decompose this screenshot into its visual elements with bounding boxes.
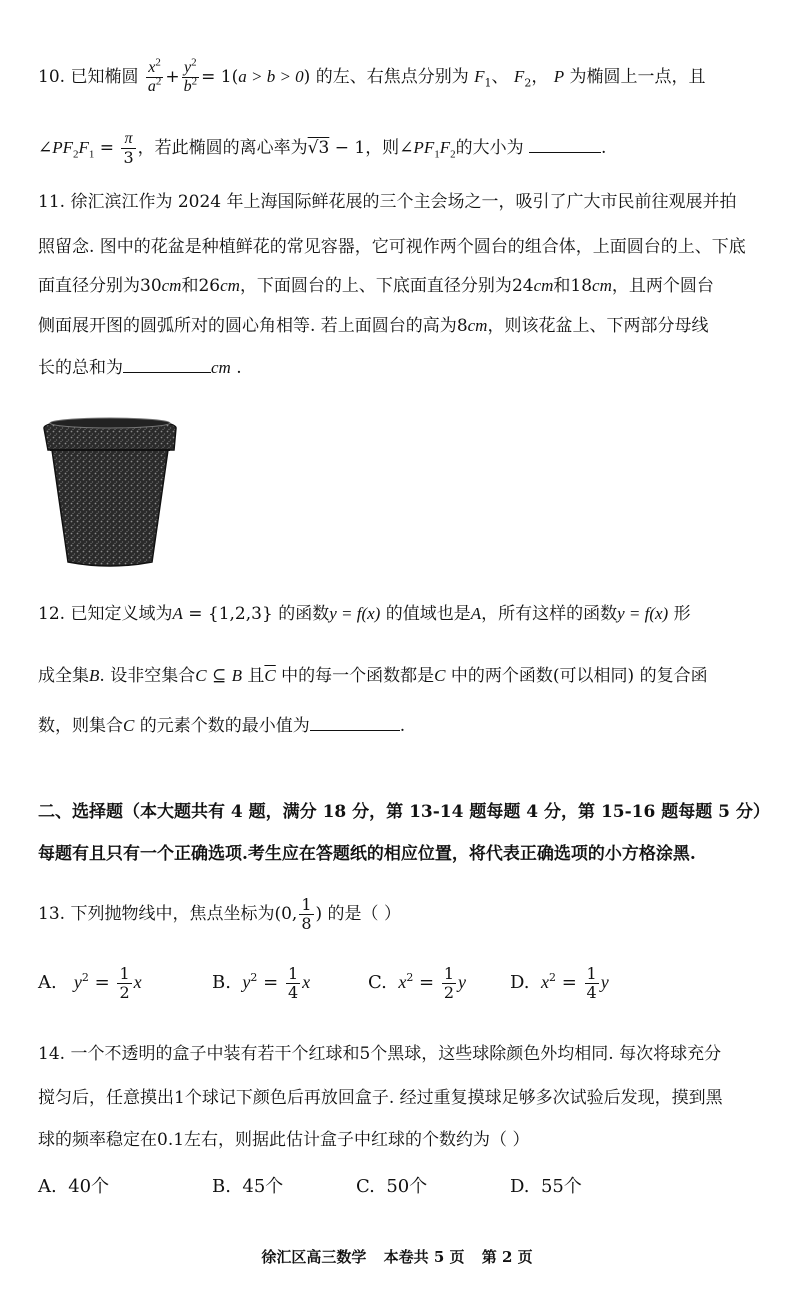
q10-line-2: $\angle PF_2F_1$ = $\frac{\pi}{3}$ ，若此椭圆的离心率为√3 − 1，则$\angle PF_1F_2$的大小为 .	[38, 130, 607, 167]
ellipse-condition: a > b > 0	[238, 67, 304, 86]
footer-total: 本卷共 5 页	[383, 1248, 465, 1266]
q11-line-2: 照留念. 图中的花盆是种植鲜花的常见容器，它可视作两个圆台的组合体，上面圆台的上、下底	[38, 237, 746, 257]
q11-line-3: 面直径分别为30cm和26cm，下面圆台的上、下底面直径分别为24cm和18cm，且两个圆台	[38, 276, 714, 296]
q14-option-d[interactable]: D. 55个	[510, 1176, 582, 1197]
answer-blank-q11[interactable]	[123, 356, 211, 373]
q10-text: 已知椭圆	[70, 67, 139, 87]
page-footer	[0, 1246, 794, 1267]
fraction-y2-b2: $\frac{y^2}{b^2}$	[183, 56, 198, 95]
focus-f2: F	[513, 67, 525, 86]
answer-blank-q12[interactable]	[310, 714, 400, 731]
c-bar: $\overline{C}$	[264, 666, 276, 685]
q12-line-2: 成全集B. 设非空集合C ⊆ B 且$\overline{C}$ 中的每一个函数都是C 中的两个函数(可以相同) 的复合函	[38, 666, 708, 686]
q14-line-3: 球的频率稳定在0.1左右，则据此估计盒子中红球的个数约为（ ）	[38, 1130, 530, 1150]
q12-line-1: 12. 已知定义域为A = {1,2,3} 的函数y = f(x) 的值域也是A，所有这样的函数y = f(x) 形	[38, 604, 691, 624]
q11-line-5: 长的总和为 cm .	[38, 358, 242, 378]
q10-line-1: 10. 已知椭圆 $\frac{x^2}{a^2}$ + $\frac{y^2}{b^2}$ = 1(a > b > 0) 的左、右焦点分别为 $F_1$、 $F_2$， P 为椭圆上一点，且	[38, 56, 706, 95]
angle-pf2f1: $\angle PF_2F_1$	[38, 138, 95, 161]
q14-option-b[interactable]: B. 45个	[212, 1176, 284, 1197]
fraction-x2-a2: $\frac{x^2}{a^2}$	[147, 56, 162, 95]
q13-option-b[interactable]: B. $y^2$ = $\frac{1}{4}$ x	[212, 963, 311, 1002]
q11-line-4: 侧面展开图的圆弧所对的圆心角相等. 若上面圆台的高为8cm，则该花盆上、下两部分母线	[38, 316, 709, 336]
footer-page: 第 2 页	[481, 1248, 533, 1266]
focus-f1: F	[474, 67, 485, 86]
q14-option-c[interactable]: C. 50个	[356, 1176, 428, 1197]
q10-number: 10.	[38, 67, 66, 87]
q14-line-1: 14. 一个不透明的盒子中装有若干个红球和5个黑球，这些球除颜色外均相同. 每次将球充分	[38, 1044, 722, 1064]
section-2-title: 二、选择题（本大题共有 4 题，满分 18 分，第 13-14 题每题 4 分，第 15-16 题每题 5 分）	[38, 802, 770, 822]
q13-option-c[interactable]: C. $x^2$ = $\frac{1}{2}$ y	[368, 963, 467, 1002]
flower-pot-image	[40, 412, 180, 572]
q11-line-1: 11. 徐汇滨江作为 2024 年上海国际鲜花展的三个主会场之一，吸引了广大市民前往观展并拍	[38, 192, 737, 212]
fraction-1-8: $\frac{1}{8}$	[301, 895, 312, 933]
q13-option-d[interactable]: D. $x^2$ = $\frac{1}{4}$ y	[510, 963, 609, 1002]
sqrt-three: √3	[307, 138, 330, 158]
q13-option-a[interactable]: A. $y^2$ = $\frac{1}{2}$ x	[38, 963, 142, 1002]
fraction-pi-3: $\frac{\pi}{3}$	[123, 130, 134, 167]
q14-line-2: 搅匀后，任意摸出1个球记下颜色后再放回盒子. 经过重复摸球足够多次试验后发现，摸到黑	[38, 1088, 723, 1108]
point-p: P	[553, 67, 565, 86]
q12-line-3: 数，则集合C 的元素个数的最小值为 .	[38, 716, 406, 736]
answer-blank-q10[interactable]	[529, 136, 601, 153]
angle-pf1f2: $\angle PF_1F_2$	[399, 138, 456, 161]
section-2-note: 每题有且只有一个正确选项.考生应在答题纸的相应位置，将代表正确选项的小方格涂黑.	[38, 844, 696, 864]
footer-school: 徐汇区高三数学	[261, 1248, 367, 1266]
q14-option-a[interactable]: A. 40个	[38, 1176, 110, 1197]
q13-stem: 13. 下列抛物线中，焦点坐标为(0, $\frac{1}{8}$ ) 的是（ ）	[38, 895, 401, 933]
